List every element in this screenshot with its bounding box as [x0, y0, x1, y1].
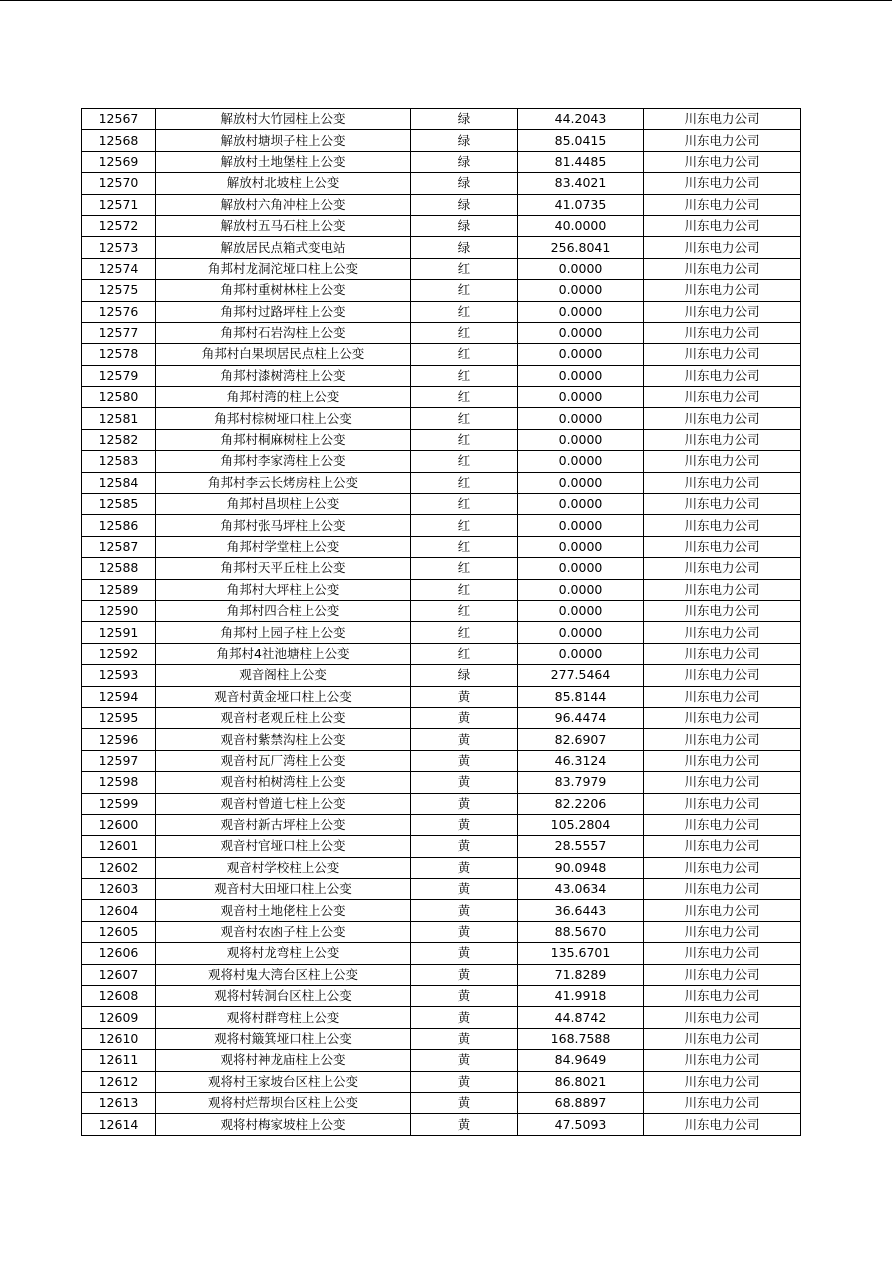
cell-station-name: 角邦村龙洞沱垭口柱上公变	[156, 258, 411, 279]
table-row	[82, 836, 801, 857]
cell-status-color: 绿	[411, 194, 518, 215]
cell-status-color: 黄	[411, 943, 518, 964]
cell-id: 12576	[82, 301, 156, 322]
cell-id: 12602	[82, 857, 156, 878]
cell-id: 12596	[82, 729, 156, 750]
cell-value: 71.8289	[518, 964, 644, 985]
cell-id: 12583	[82, 451, 156, 472]
cell-station-name: 观音村瓦厂湾柱上公变	[156, 750, 411, 771]
cell-status-color: 红	[411, 301, 518, 322]
cell-status-color: 绿	[411, 665, 518, 686]
cell-station-name: 观将村鬼大湾台区柱上公变	[156, 964, 411, 985]
cell-station-name: 观音阁柱上公变	[156, 665, 411, 686]
cell-station-name: 观将村神龙庙柱上公变	[156, 1050, 411, 1071]
cell-status-color: 绿	[411, 237, 518, 258]
cell-status-color: 黄	[411, 793, 518, 814]
transformer-table	[81, 108, 801, 1136]
cell-id: 12578	[82, 344, 156, 365]
cell-station-name: 角邦村棕树垭口柱上公变	[156, 408, 411, 429]
cell-station-name: 观音村紫禁沟柱上公变	[156, 729, 411, 750]
cell-id: 12575	[82, 280, 156, 301]
cell-id: 12612	[82, 1071, 156, 1092]
cell-status-color: 黄	[411, 1071, 518, 1092]
table-row	[82, 964, 801, 985]
cell-company: 川东电力公司	[644, 814, 801, 835]
cell-company: 川东电力公司	[644, 772, 801, 793]
cell-id: 12613	[82, 1092, 156, 1113]
cell-company: 川东电力公司	[644, 536, 801, 557]
table-row	[82, 622, 801, 643]
table-row	[82, 579, 801, 600]
cell-station-name: 解放村土地堡柱上公变	[156, 151, 411, 172]
cell-status-color: 黄	[411, 1092, 518, 1113]
cell-station-name: 解放村六角冲柱上公变	[156, 194, 411, 215]
cell-value: 40.0000	[518, 215, 644, 236]
table-row	[82, 857, 801, 878]
table-row	[82, 429, 801, 450]
cell-status-color: 黄	[411, 836, 518, 857]
cell-id: 12591	[82, 622, 156, 643]
table-row	[82, 750, 801, 771]
cell-status-color: 黄	[411, 1050, 518, 1071]
cell-station-name: 角邦村重树林柱上公变	[156, 280, 411, 301]
cell-company: 川东电力公司	[644, 879, 801, 900]
table-row	[82, 494, 801, 515]
cell-company: 川东电力公司	[644, 686, 801, 707]
cell-company: 川东电力公司	[644, 472, 801, 493]
cell-id: 12611	[82, 1050, 156, 1071]
cell-value: 256.8041	[518, 237, 644, 258]
table-row	[82, 558, 801, 579]
cell-id: 12574	[82, 258, 156, 279]
cell-company: 川东电力公司	[644, 986, 801, 1007]
cell-status-color: 黄	[411, 1028, 518, 1049]
cell-value: 46.3124	[518, 750, 644, 771]
cell-id: 12610	[82, 1028, 156, 1049]
table-row	[82, 1092, 801, 1113]
cell-id: 12585	[82, 494, 156, 515]
cell-company: 川东电力公司	[644, 729, 801, 750]
cell-id: 12581	[82, 408, 156, 429]
cell-id: 12599	[82, 793, 156, 814]
cell-value: 0.0000	[518, 451, 644, 472]
cell-value: 44.8742	[518, 1007, 644, 1028]
table-row	[82, 194, 801, 215]
cell-status-color: 绿	[411, 215, 518, 236]
cell-company: 川东电力公司	[644, 622, 801, 643]
table-row	[82, 879, 801, 900]
cell-company: 川东电力公司	[644, 750, 801, 771]
cell-station-name: 角邦村大坪柱上公变	[156, 579, 411, 600]
cell-status-color: 绿	[411, 151, 518, 172]
cell-station-name: 角邦村湾的柱上公变	[156, 387, 411, 408]
table-row	[82, 344, 801, 365]
cell-station-name: 角邦村李云长烤房柱上公变	[156, 472, 411, 493]
table-row	[82, 536, 801, 557]
table-row	[82, 729, 801, 750]
cell-value: 0.0000	[518, 365, 644, 386]
table-row	[82, 515, 801, 536]
cell-status-color: 红	[411, 451, 518, 472]
table-row	[82, 1114, 801, 1135]
cell-company: 川东电力公司	[644, 109, 801, 130]
cell-station-name: 观音村农凼子柱上公变	[156, 921, 411, 942]
table-row	[82, 814, 801, 835]
cell-value: 81.4485	[518, 151, 644, 172]
cell-value: 0.0000	[518, 515, 644, 536]
cell-value: 0.0000	[518, 280, 644, 301]
cell-status-color: 红	[411, 365, 518, 386]
cell-station-name: 角邦村学堂柱上公变	[156, 536, 411, 557]
cell-station-name: 观音村土地佬柱上公变	[156, 900, 411, 921]
cell-company: 川东电力公司	[644, 515, 801, 536]
table-row	[82, 280, 801, 301]
cell-value: 0.0000	[518, 387, 644, 408]
table-row	[82, 258, 801, 279]
cell-station-name: 角邦村过路坪柱上公变	[156, 301, 411, 322]
table-row	[82, 109, 801, 130]
cell-id: 12567	[82, 109, 156, 130]
cell-station-name: 观音村曾道七柱上公变	[156, 793, 411, 814]
cell-status-color: 绿	[411, 109, 518, 130]
cell-value: 0.0000	[518, 472, 644, 493]
cell-value: 28.5557	[518, 836, 644, 857]
table-row	[82, 173, 801, 194]
cell-value: 0.0000	[518, 494, 644, 515]
cell-station-name: 角邦村石岩沟柱上公变	[156, 322, 411, 343]
table-row	[82, 130, 801, 151]
cell-value: 44.2043	[518, 109, 644, 130]
cell-value: 82.6907	[518, 729, 644, 750]
cell-company: 川东电力公司	[644, 1071, 801, 1092]
cell-station-name: 解放村北坡柱上公变	[156, 173, 411, 194]
cell-status-color: 绿	[411, 130, 518, 151]
cell-company: 川东电力公司	[644, 408, 801, 429]
cell-id: 12609	[82, 1007, 156, 1028]
cell-station-name: 观将村梅家坡柱上公变	[156, 1114, 411, 1135]
cell-station-name: 解放村五马石柱上公变	[156, 215, 411, 236]
cell-status-color: 红	[411, 622, 518, 643]
cell-value: 105.2804	[518, 814, 644, 835]
cell-status-color: 红	[411, 258, 518, 279]
table-row	[82, 215, 801, 236]
cell-value: 83.4021	[518, 173, 644, 194]
cell-id: 12579	[82, 365, 156, 386]
cell-status-color: 红	[411, 643, 518, 664]
cell-value: 277.5464	[518, 665, 644, 686]
cell-value: 86.8021	[518, 1071, 644, 1092]
cell-status-color: 绿	[411, 173, 518, 194]
cell-company: 川东电力公司	[644, 1050, 801, 1071]
cell-company: 川东电力公司	[644, 322, 801, 343]
cell-company: 川东电力公司	[644, 665, 801, 686]
cell-id: 12605	[82, 921, 156, 942]
cell-company: 川东电力公司	[644, 451, 801, 472]
table-row	[82, 301, 801, 322]
cell-value: 0.0000	[518, 301, 644, 322]
cell-company: 川东电力公司	[644, 964, 801, 985]
cell-station-name: 观音村柏树湾柱上公变	[156, 772, 411, 793]
table-row	[82, 643, 801, 664]
cell-value: 68.8897	[518, 1092, 644, 1113]
cell-status-color: 红	[411, 579, 518, 600]
table-row	[82, 322, 801, 343]
cell-value: 0.0000	[518, 408, 644, 429]
cell-station-name: 角邦村上园子柱上公变	[156, 622, 411, 643]
cell-status-color: 黄	[411, 814, 518, 835]
cell-company: 川东电力公司	[644, 1007, 801, 1028]
cell-status-color: 黄	[411, 1007, 518, 1028]
cell-company: 川东电力公司	[644, 194, 801, 215]
cell-value: 88.5670	[518, 921, 644, 942]
cell-station-name: 角邦村天平丘柱上公变	[156, 558, 411, 579]
cell-company: 川东电力公司	[644, 237, 801, 258]
cell-company: 川东电力公司	[644, 387, 801, 408]
cell-company: 川东电力公司	[644, 429, 801, 450]
table-row	[82, 151, 801, 172]
cell-value: 43.0634	[518, 879, 644, 900]
table-row	[82, 1050, 801, 1071]
cell-value: 96.4474	[518, 707, 644, 728]
cell-value: 84.9649	[518, 1050, 644, 1071]
cell-company: 川东电力公司	[644, 1114, 801, 1135]
table-row	[82, 1007, 801, 1028]
cell-station-name: 解放村塘坝子柱上公变	[156, 130, 411, 151]
cell-station-name: 观将村簸箕垭口柱上公变	[156, 1028, 411, 1049]
cell-status-color: 黄	[411, 857, 518, 878]
cell-company: 川东电力公司	[644, 1028, 801, 1049]
cell-id: 12598	[82, 772, 156, 793]
cell-value: 36.6443	[518, 900, 644, 921]
cell-station-name: 观将村群弯柱上公变	[156, 1007, 411, 1028]
cell-station-name: 角邦村李家湾柱上公变	[156, 451, 411, 472]
cell-station-name: 观将村王家坡台区柱上公变	[156, 1071, 411, 1092]
cell-status-color: 黄	[411, 921, 518, 942]
cell-status-color: 黄	[411, 750, 518, 771]
cell-value: 82.2206	[518, 793, 644, 814]
cell-value: 168.7588	[518, 1028, 644, 1049]
cell-id: 12614	[82, 1114, 156, 1135]
cell-company: 川东电力公司	[644, 151, 801, 172]
cell-station-name: 观音村官垭口柱上公变	[156, 836, 411, 857]
cell-status-color: 红	[411, 494, 518, 515]
table-row	[82, 986, 801, 1007]
cell-id: 12597	[82, 750, 156, 771]
cell-status-color: 红	[411, 536, 518, 557]
cell-station-name: 观音村学校柱上公变	[156, 857, 411, 878]
cell-value: 0.0000	[518, 536, 644, 557]
cell-station-name: 角邦村张马坪柱上公变	[156, 515, 411, 536]
cell-company: 川东电力公司	[644, 173, 801, 194]
cell-id: 12571	[82, 194, 156, 215]
cell-value: 0.0000	[518, 643, 644, 664]
cell-status-color: 红	[411, 280, 518, 301]
cell-id: 12568	[82, 130, 156, 151]
cell-value: 0.0000	[518, 258, 644, 279]
cell-id: 12592	[82, 643, 156, 664]
cell-value: 83.7979	[518, 772, 644, 793]
cell-value: 0.0000	[518, 579, 644, 600]
cell-status-color: 红	[411, 408, 518, 429]
cell-company: 川东电力公司	[644, 707, 801, 728]
cell-company: 川东电力公司	[644, 494, 801, 515]
cell-company: 川东电力公司	[644, 280, 801, 301]
table-body	[82, 109, 801, 1136]
cell-station-name: 观将村烂帮坝台区柱上公变	[156, 1092, 411, 1113]
cell-station-name: 观音村老观丘柱上公变	[156, 707, 411, 728]
cell-id: 12604	[82, 900, 156, 921]
table-row	[82, 1028, 801, 1049]
cell-station-name: 角邦村4社池塘柱上公变	[156, 643, 411, 664]
cell-company: 川东电力公司	[644, 301, 801, 322]
cell-company: 川东电力公司	[644, 836, 801, 857]
cell-value: 90.0948	[518, 857, 644, 878]
cell-status-color: 红	[411, 515, 518, 536]
cell-status-color: 红	[411, 387, 518, 408]
cell-status-color: 红	[411, 429, 518, 450]
table-row	[82, 472, 801, 493]
cell-status-color: 黄	[411, 964, 518, 985]
cell-status-color: 红	[411, 558, 518, 579]
cell-company: 川东电力公司	[644, 857, 801, 878]
cell-status-color: 黄	[411, 986, 518, 1007]
table-row	[82, 451, 801, 472]
cell-status-color: 红	[411, 322, 518, 343]
cell-value: 41.0735	[518, 194, 644, 215]
cell-value: 0.0000	[518, 622, 644, 643]
cell-status-color: 黄	[411, 879, 518, 900]
cell-status-color: 黄	[411, 729, 518, 750]
cell-id: 12582	[82, 429, 156, 450]
cell-value: 0.0000	[518, 344, 644, 365]
cell-id: 12594	[82, 686, 156, 707]
cell-company: 川东电力公司	[644, 215, 801, 236]
table-row	[82, 387, 801, 408]
cell-id: 12593	[82, 665, 156, 686]
cell-id: 12572	[82, 215, 156, 236]
cell-station-name: 解放居民点箱式变电站	[156, 237, 411, 258]
cell-id: 12577	[82, 322, 156, 343]
cell-status-color: 黄	[411, 686, 518, 707]
cell-id: 12590	[82, 600, 156, 621]
cell-value: 85.0415	[518, 130, 644, 151]
cell-station-name: 观将村龙弯柱上公变	[156, 943, 411, 964]
cell-id: 12586	[82, 515, 156, 536]
table-row	[82, 365, 801, 386]
cell-status-color: 红	[411, 600, 518, 621]
cell-status-color: 黄	[411, 1114, 518, 1135]
cell-station-name: 观音村黄金垭口柱上公变	[156, 686, 411, 707]
table-row	[82, 686, 801, 707]
cell-station-name: 角邦村四合柱上公变	[156, 600, 411, 621]
cell-status-color: 黄	[411, 707, 518, 728]
table-row	[82, 600, 801, 621]
cell-company: 川东电力公司	[644, 558, 801, 579]
cell-station-name: 角邦村白果坝居民点柱上公变	[156, 344, 411, 365]
table-row	[82, 408, 801, 429]
cell-company: 川东电力公司	[644, 344, 801, 365]
cell-id: 12569	[82, 151, 156, 172]
cell-id: 12584	[82, 472, 156, 493]
table-row	[82, 772, 801, 793]
cell-value: 0.0000	[518, 322, 644, 343]
cell-company: 川东电力公司	[644, 921, 801, 942]
table-row	[82, 665, 801, 686]
cell-company: 川东电力公司	[644, 900, 801, 921]
cell-company: 川东电力公司	[644, 579, 801, 600]
cell-value: 0.0000	[518, 600, 644, 621]
table-row	[82, 900, 801, 921]
cell-company: 川东电力公司	[644, 365, 801, 386]
cell-company: 川东电力公司	[644, 1092, 801, 1113]
cell-station-name: 角邦村昌坝柱上公变	[156, 494, 411, 515]
cell-station-name: 角邦村桐麻树柱上公变	[156, 429, 411, 450]
cell-company: 川东电力公司	[644, 943, 801, 964]
cell-id: 12589	[82, 579, 156, 600]
table-row	[82, 921, 801, 942]
cell-id: 12607	[82, 964, 156, 985]
cell-value: 0.0000	[518, 429, 644, 450]
cell-id: 12601	[82, 836, 156, 857]
cell-company: 川东电力公司	[644, 643, 801, 664]
cell-id: 12588	[82, 558, 156, 579]
cell-station-name: 角邦村漆树湾柱上公变	[156, 365, 411, 386]
cell-company: 川东电力公司	[644, 258, 801, 279]
cell-id: 12606	[82, 943, 156, 964]
cell-company: 川东电力公司	[644, 793, 801, 814]
cell-company: 川东电力公司	[644, 600, 801, 621]
cell-id: 12603	[82, 879, 156, 900]
table-row	[82, 943, 801, 964]
cell-id: 12570	[82, 173, 156, 194]
cell-value: 41.9918	[518, 986, 644, 1007]
cell-status-color: 黄	[411, 900, 518, 921]
cell-id: 12573	[82, 237, 156, 258]
cell-value: 47.5093	[518, 1114, 644, 1135]
table-row	[82, 707, 801, 728]
table-row	[82, 237, 801, 258]
table-row	[82, 1071, 801, 1092]
cell-value: 0.0000	[518, 558, 644, 579]
cell-id: 12608	[82, 986, 156, 1007]
cell-status-color: 黄	[411, 772, 518, 793]
cell-station-name: 观音村大田垭口柱上公变	[156, 879, 411, 900]
cell-station-name: 观将村转洞台区柱上公变	[156, 986, 411, 1007]
cell-status-color: 红	[411, 472, 518, 493]
cell-company: 川东电力公司	[644, 130, 801, 151]
cell-station-name: 解放村大竹园柱上公变	[156, 109, 411, 130]
cell-status-color: 红	[411, 344, 518, 365]
cell-id: 12600	[82, 814, 156, 835]
cell-value: 85.8144	[518, 686, 644, 707]
cell-id: 12587	[82, 536, 156, 557]
cell-id: 12580	[82, 387, 156, 408]
cell-value: 135.6701	[518, 943, 644, 964]
cell-station-name: 观音村新古坪柱上公变	[156, 814, 411, 835]
cell-id: 12595	[82, 707, 156, 728]
table-row	[82, 793, 801, 814]
